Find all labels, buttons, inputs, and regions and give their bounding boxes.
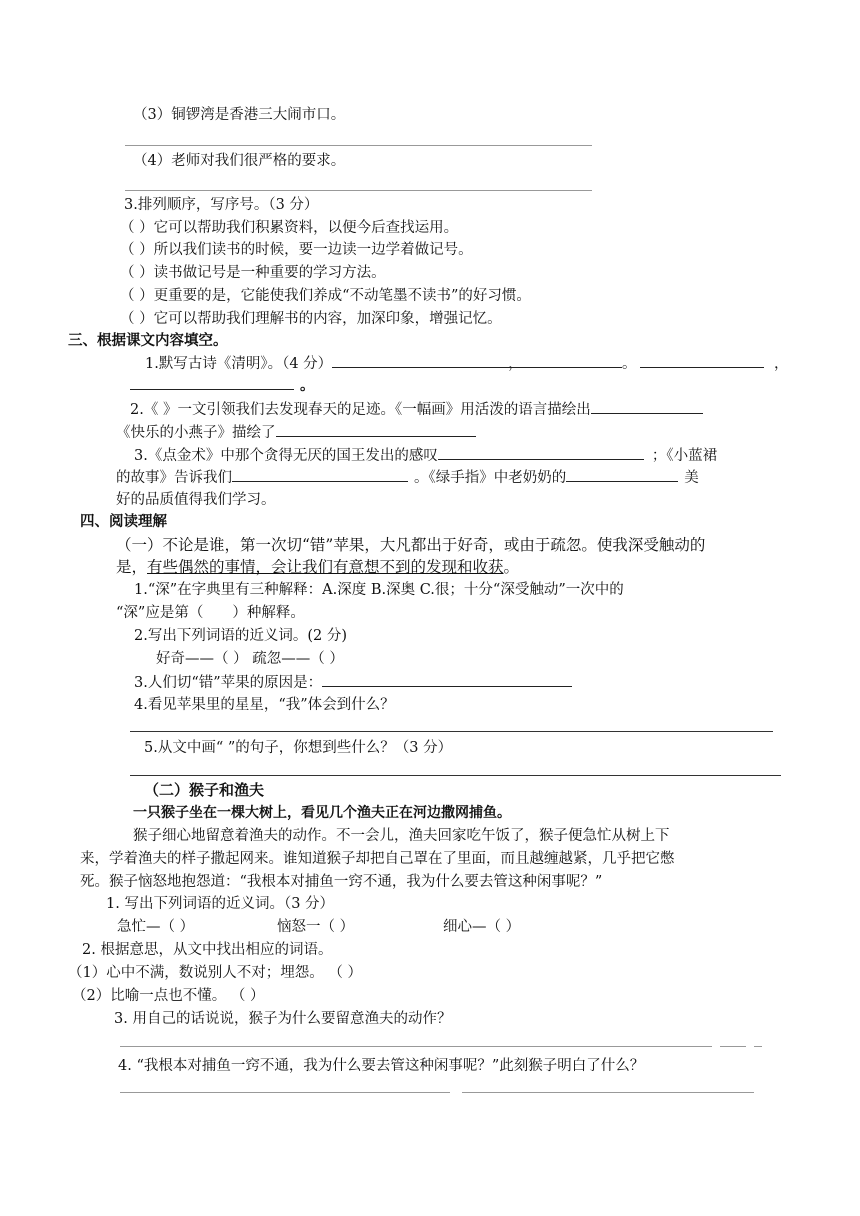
order-item[interactable]: （ ）更重要的是，它能使我们养成“不动笔墨不读书”的好习惯。 [120, 288, 531, 304]
punct: ， [774, 356, 789, 372]
q1-line-1: 1.“深”在字典里有三种解释：A.深度 B.深奥 C.很；十分“深受触动”一次中的 [134, 582, 624, 598]
b2-item-1[interactable]: （1）心中不满，数说别人不对；埋怨。 （ ） [68, 965, 362, 981]
passage-1-line-2 [116, 557, 519, 577]
b4-prompt: 4. “我根本对捕鱼一窍不通，我为什么要去管这种闲事呢？”此刻猴子明白了什么？ [118, 1058, 645, 1074]
fill-q3b [116, 467, 699, 488]
q5-prompt: 5.从文中画“ ”的句子，你想到些什么？（3 分） [144, 740, 453, 756]
q2-words[interactable]: 好奇——（ ） 疏忽——（ ） [156, 651, 344, 667]
b3-prompt: 3. 用自己的话说说，猴子为什么要留意渔夫的动作？ [114, 1011, 452, 1027]
answer-line[interactable] [130, 775, 781, 776]
blank[interactable] [438, 445, 644, 460]
answer-line[interactable] [130, 731, 773, 732]
poem-blank-4 [130, 375, 315, 396]
passage-text: 是， [116, 558, 148, 576]
fill-q3-text-end: ；《小蓝裙 [651, 448, 718, 464]
order-title: 3.排列顺序，写序号。（3 分） [124, 197, 319, 213]
blank[interactable] [232, 467, 408, 482]
poem-question [145, 353, 523, 374]
answer-line[interactable] [120, 1092, 450, 1093]
answer-line[interactable] [754, 1046, 762, 1047]
b1-word-2[interactable]: 恼怒一（ ） [277, 919, 355, 935]
answer-line[interactable] [120, 1046, 712, 1047]
punct: 。 [622, 356, 637, 372]
blank[interactable] [591, 399, 703, 414]
q1-line-2: “深”应是第（ ）种解释。 [116, 605, 305, 621]
underlined-sentence: 有些偶然的事情，会让我们有意想不到的发现和收获 [147, 558, 504, 576]
fill-q3-text: 3.《点金术》中那个贪得无厌的国王发出的感叹 [134, 448, 438, 464]
blank[interactable] [332, 353, 508, 368]
b1-prompt: 1. 写出下列词语的近义词。（3 分） [106, 896, 335, 912]
fill-q2 [130, 399, 703, 420]
blank[interactable] [566, 467, 678, 482]
answer-line[interactable] [720, 1046, 746, 1047]
q3-text: 3.人们切“错”苹果的原因是： [134, 675, 323, 691]
passage-2-line-1: 一只猴子坐在一棵大树上，看见几个渔夫正在河边撒网捕鱼。 [133, 805, 511, 821]
fill-q2b-text: 《快乐的小燕子》描绘了 [116, 425, 276, 441]
fill-q3b-text: 的故事》告诉我们 [116, 470, 232, 486]
q4-sentence: （4）老师对我们很严格的要求。 [133, 153, 346, 169]
poem-blank-3 [640, 353, 789, 374]
blank[interactable] [640, 353, 764, 368]
order-item[interactable]: （ ）读书做记号是一种重要的学习方法。 [120, 265, 386, 281]
order-item[interactable]: （ ）它可以帮助我们积累资料，以便今后查找运用。 [120, 220, 459, 236]
poem-label: 1.默写古诗《清明》。（4 分） [145, 356, 333, 372]
fill-q2b [116, 422, 476, 443]
passage-2-line-4: 死。猴子恼怒地抱怨道：“我根本对捕鱼一窍不通，我为什么要去管这种闲事呢？” [80, 874, 603, 890]
fill-q3b-end: 美 [684, 470, 699, 486]
passage-1-line-1: （一）不论是谁，第一次切“错”苹果，大凡都出于好奇，或由于疏忽。使我深受触动的 [116, 536, 706, 554]
blank[interactable] [276, 422, 476, 437]
b1-word-1[interactable]: 急忙—（ ） [117, 919, 195, 935]
punct: ， [508, 356, 523, 372]
fill-q3c: 好的品质值得我们学习。 [116, 492, 276, 508]
answer-line[interactable] [125, 145, 592, 146]
order-item[interactable]: （ ）它可以帮助我们理解书的内容，加深印象，增强记忆。 [120, 311, 502, 327]
answer-line[interactable] [462, 1092, 754, 1093]
section-4-heading: 四、阅读理解 [80, 514, 167, 530]
q3-sentence: （3）铜锣湾是香港三大闹市口。 [133, 107, 346, 123]
q4-prompt: 4.看见苹果里的星星，“我”体会到什么？ [134, 697, 395, 713]
b2-prompt: 2. 根据意思，从文中找出相应的词语。 [82, 942, 333, 958]
fill-q3b-mid: 。《绿手指》中老奶奶的 [414, 470, 567, 486]
blank[interactable] [130, 375, 294, 390]
b2-item-2[interactable]: （2）比喻一点也不懂。 （ ） [72, 988, 265, 1004]
blank[interactable] [322, 672, 572, 687]
order-item[interactable]: （ ）所以我们读书的时候，要一边读一边学着做记号。 [120, 242, 473, 258]
fill-q2-text: 2.《 》一文引领我们去发现春天的足迹。《一幅画》用活泼的语言描绘出 [130, 402, 591, 418]
q2-prompt: 2.写出下列词语的近义词。(2 分) [134, 628, 347, 644]
blank[interactable] [498, 353, 622, 368]
b1-word-3[interactable]: 细心—（ ） [443, 919, 521, 935]
section-3-heading: 三、根据课文内容填空。 [68, 333, 228, 349]
q3-prompt [134, 672, 572, 693]
passage-2-line-3: 来，学着渔夫的样子撒起网来。谁知道猴子却把自己罩在了里面，而且越缠越紧，几乎把它憋 [80, 851, 675, 867]
punct: 。 [300, 377, 315, 394]
fill-q3 [134, 445, 717, 466]
passage-2-line-2: 猴子细心地留意着渔夫的动作。不一会儿，渔夫回家吃午饭了，猴子便急忙从树上下 [133, 828, 670, 844]
passage-text: 。 [503, 558, 520, 576]
answer-line[interactable] [125, 190, 592, 191]
subsection-2-title: （二）猴子和渔夫 [144, 781, 265, 799]
poem-blank-2 [498, 353, 637, 374]
